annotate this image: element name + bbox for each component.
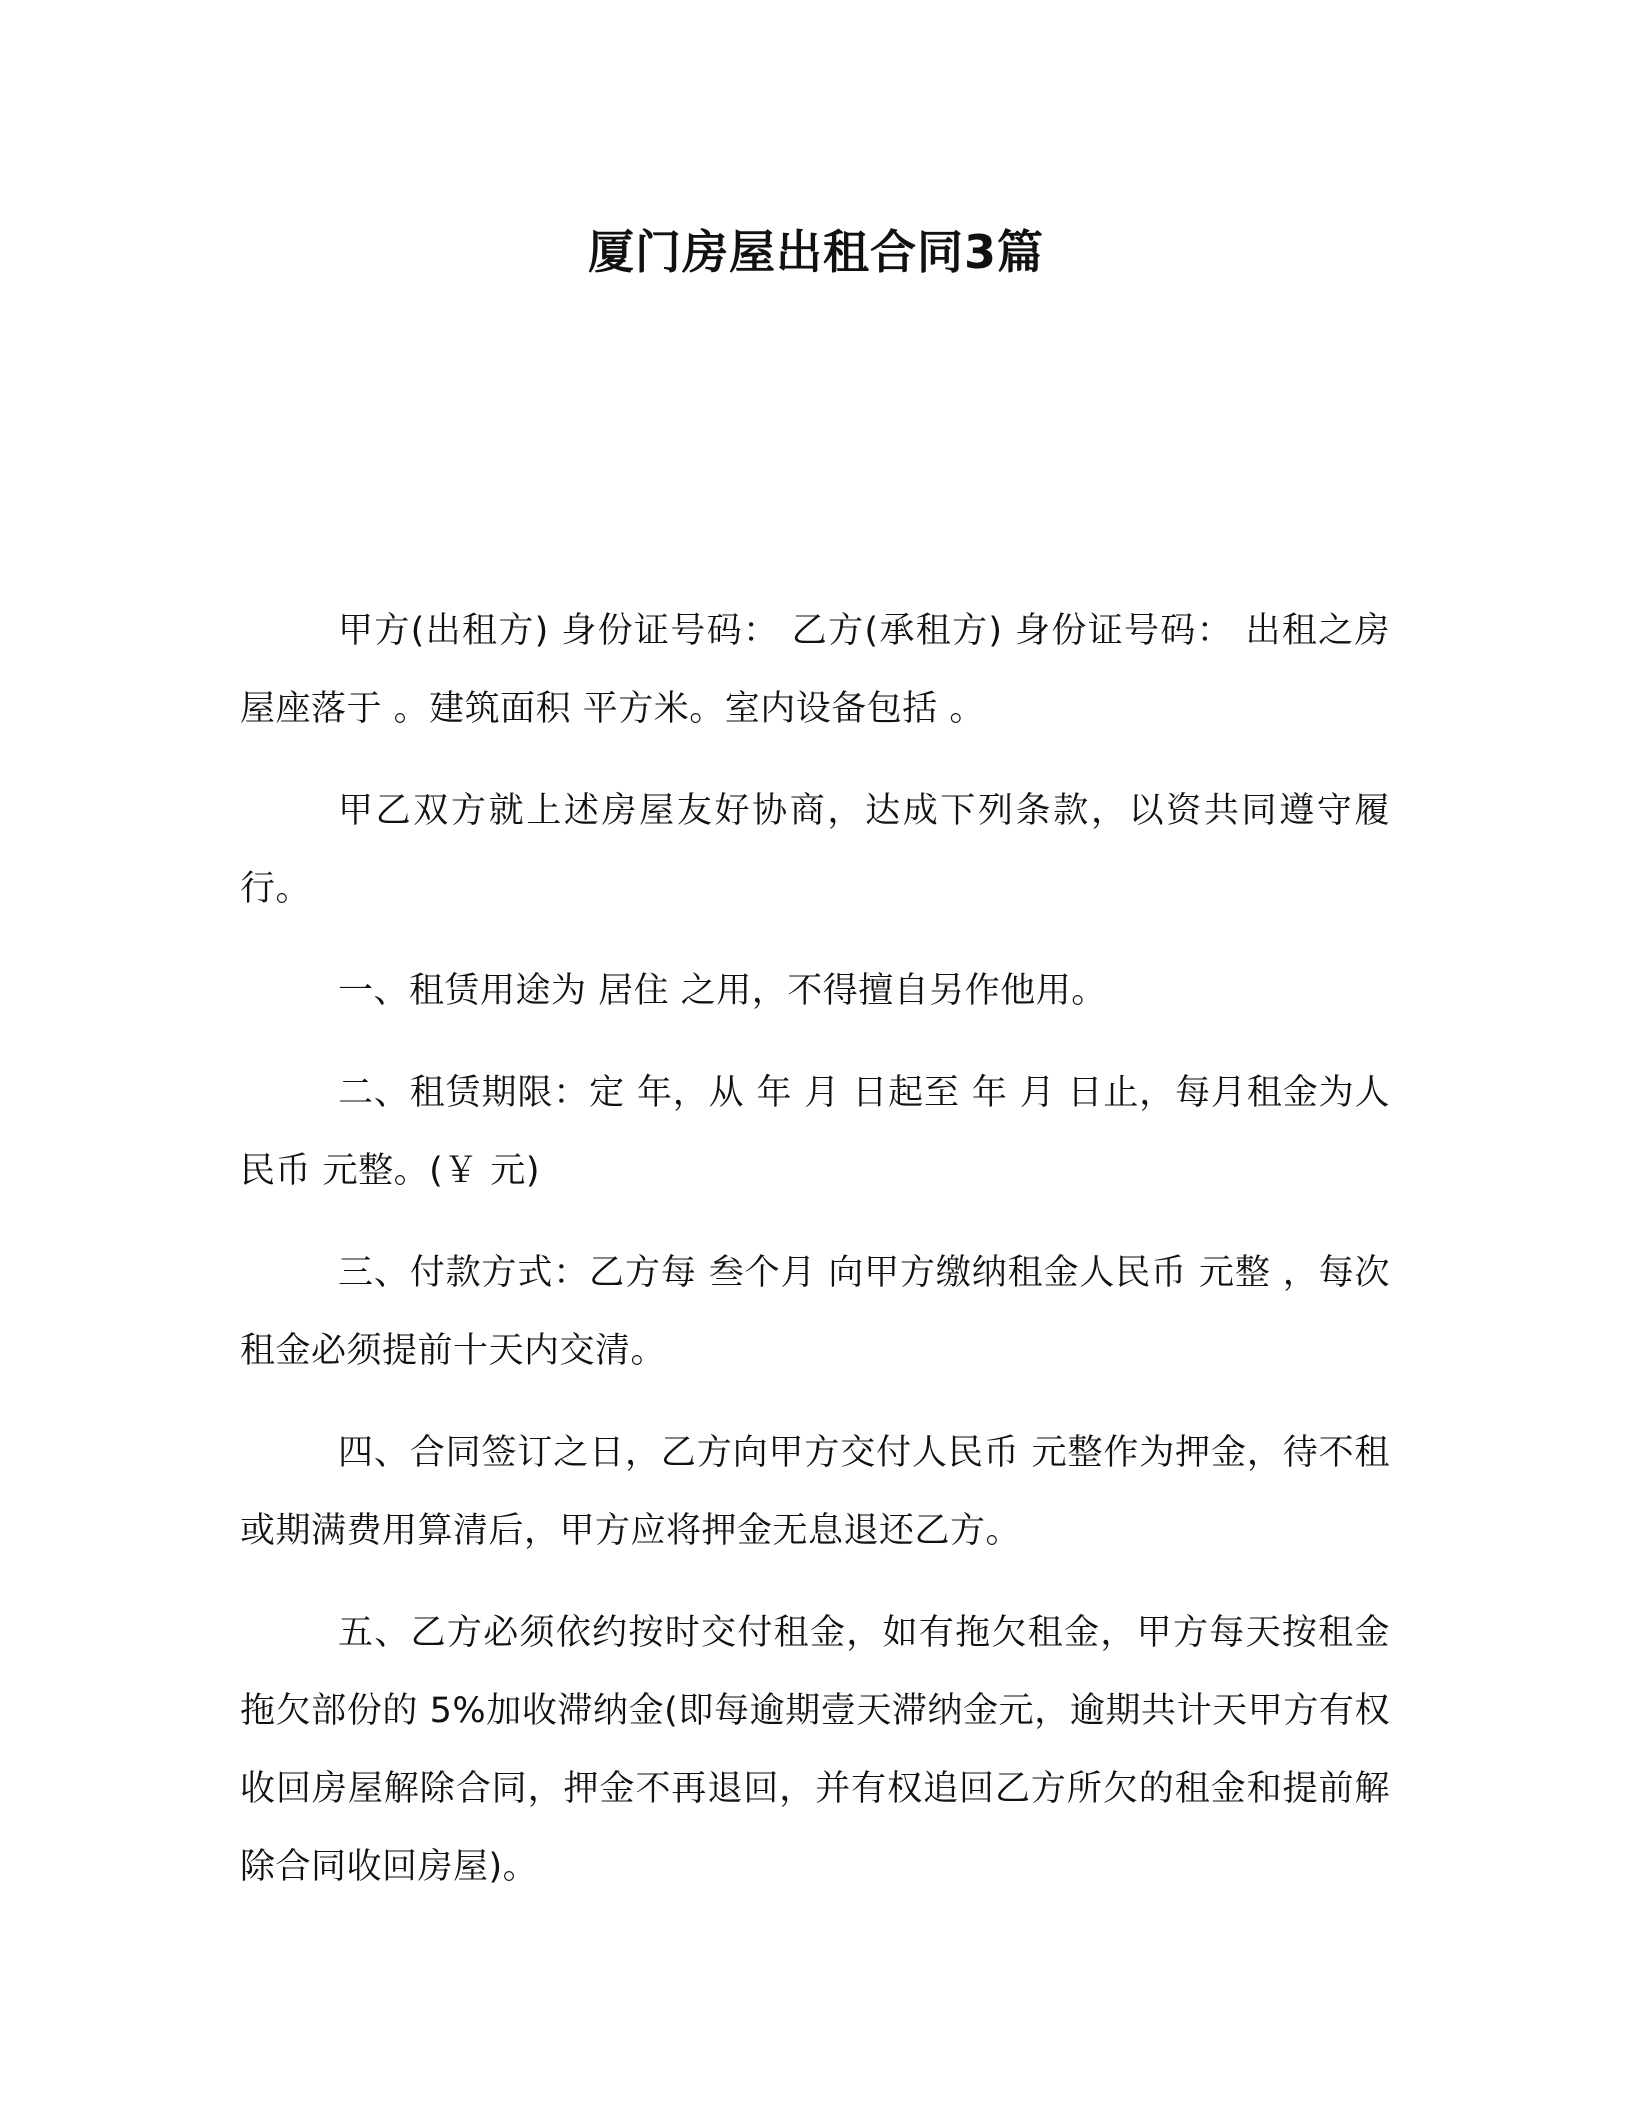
paragraph-clause-2-term: 二、租赁期限：定 年，从 年 月 日起至 年 月 日止，每月租金为人民币 元整。(￥ 元) [240,1073,1390,1191]
paragraph-clause-4-deposit: 四、合同签订之日，乙方向甲方交付人民币 元整作为押金，待不租或期满费用算清后，甲方应将押金无息退还乙方。 [240,1433,1390,1551]
paragraph-parties: 甲方(出租方) 身份证号码： 乙方(承租方) 身份证号码： 出租之房屋座落于 。建筑面积 平方米。室内设备包括 。 [240,611,1390,729]
paragraph-agreement: 甲乙双方就上述房屋友好协商，达成下列条款，以资共同遵守履行。 [240,791,1390,909]
paragraph-clause-5-late-fee: 五、乙方必须依约按时交付租金，如有拖欠租金，甲方每天按租金拖欠部份的 5%加收滞纳金(即每逾期壹天滞纳金元，逾期共计天甲方有权收回房屋解除合同，押金不再退回，并有权追回乙方所欠的租金和提前解除合同收回房屋)。 [240,1613,1390,1887]
paragraph-clause-1-usage: 一、租赁用途为 居住 之用，不得擅自另作他用。 [338,971,1107,1011]
document-title: 厦门房屋出租合同3篇 [587,225,1044,279]
paragraph-clause-3-payment: 三、付款方式：乙方每 叁个月 向甲方缴纳租金人民币 元整 ，每次租金必须提前十天内交清。 [240,1253,1390,1371]
document-body [240,592,1390,1930]
